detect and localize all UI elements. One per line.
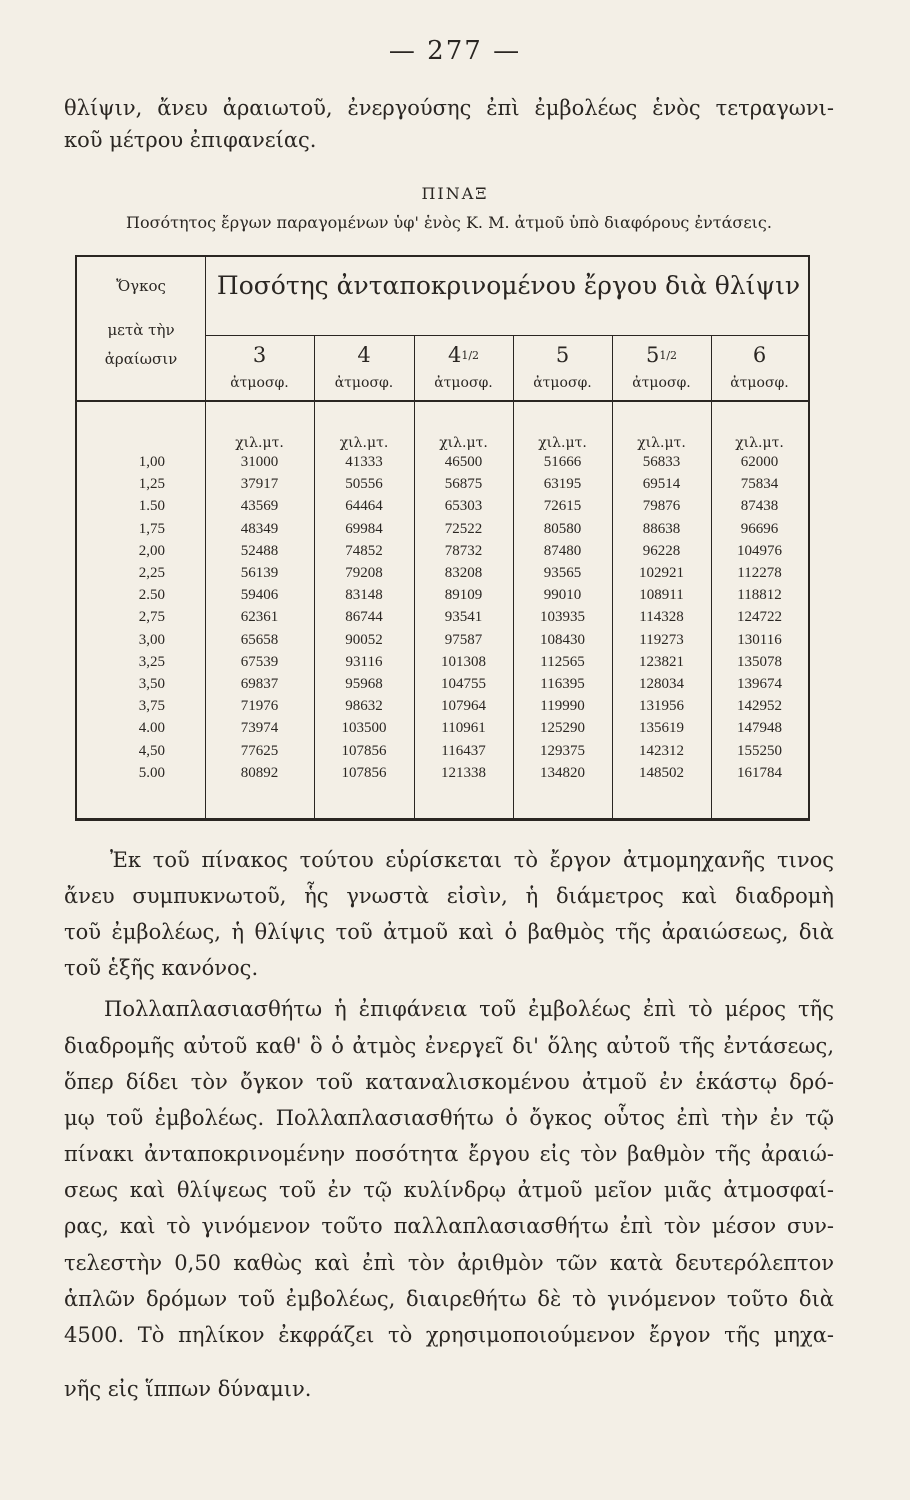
work-unit-label: χιλ.μτ. xyxy=(538,435,587,451)
body-line: νῆς εἰς ἵππων δύναμιν. xyxy=(64,1377,312,1401)
work-value-cell: 89109 xyxy=(444,587,483,604)
work-value-cell: 118812 xyxy=(737,587,782,604)
work-value-cell: 77625 xyxy=(240,742,279,759)
work-value-cell: 116437 xyxy=(441,742,486,759)
work-value-cell: 87480 xyxy=(543,542,582,559)
volume-cell: 3,25 xyxy=(138,653,165,670)
work-value-cell: 99010 xyxy=(543,587,582,604)
body-line: πίνακι ἀνταποκρινομένην ποσότητα ἔργου εἰς τὸν βαθμὸν τῆς ἀραιώ- xyxy=(64,1142,834,1166)
work-value-cell: 64464 xyxy=(345,498,383,515)
work-value-cell: 67539 xyxy=(240,653,279,670)
work-value-cell: 125290 xyxy=(540,720,585,737)
body-line: ἁπλῶν δρόμων τοῦ ἐμβολέως, διαιρεθήτω δὲ τὸ γινόμενον τοῦτο διὰ xyxy=(64,1287,834,1311)
body-line: ὅπερ δίδει τὸν ὄγκον τοῦ καταναλισκομένου ἀτμοῦ ἐν ἑκάστῳ δρό- xyxy=(64,1070,834,1094)
body-line: ἄνευ συμπυκνωτοῦ, ἧς γνωστὰ εἰσὶν, ἡ διάμετρος καὶ διαδρομὴ xyxy=(64,884,834,908)
body-line: τοῦ ἐμβολέως, ἡ θλίψις τοῦ ἀτμοῦ καὶ ὁ βαθμὸς τῆς ἀραιώσεως, διὰ xyxy=(64,920,834,944)
pressure-number: 3 xyxy=(252,343,267,367)
pressure-unit: ἀτμοσφ. xyxy=(730,375,789,391)
pressure-number: 5 xyxy=(555,343,570,367)
work-value-cell: 135619 xyxy=(639,720,684,737)
work-value-cell: 112278 xyxy=(737,565,782,581)
pressure-number: 4 xyxy=(447,343,462,367)
header-bottom-rule xyxy=(77,400,808,402)
work-value-cell: 142952 xyxy=(737,698,782,715)
work-value-cell: 56875 xyxy=(444,476,483,493)
work-value-cell: 37917 xyxy=(240,476,279,493)
work-value-cell: 96228 xyxy=(642,542,681,559)
work-value-cell: 98632 xyxy=(345,698,383,715)
pressure-value xyxy=(513,343,612,367)
work-value-cell: 80892 xyxy=(240,764,279,781)
work-value-cell: 65658 xyxy=(240,631,279,648)
volume-cell: 2.50 xyxy=(138,587,165,604)
pressure-value xyxy=(414,343,513,367)
work-value-cell: 104976 xyxy=(737,542,782,559)
intro-line-1: θλίψιν, ἄνευ ἀραιωτοῦ, ἐνεργούσης ἐπὶ ἐμβολέως ἑνὸς τετραγωνι- xyxy=(64,96,834,120)
work-value-cell: 93541 xyxy=(444,609,483,626)
work-value-cell: 142312 xyxy=(639,742,684,759)
work-value-cell: 101308 xyxy=(441,653,486,670)
pressure-number: 5 xyxy=(645,343,660,367)
work-value-cell: 43569 xyxy=(240,498,279,515)
intro-line-2: κοῦ μέτρου ἐπιφανείας. xyxy=(64,128,317,152)
work-value-cell: 78732 xyxy=(444,542,483,559)
body-line: σεως καὶ θλίψεως τοῦ ἐν τῷ κυλίνδρῳ ἀτμοῦ μεῖον μιᾶς ἀτμοσφαί- xyxy=(64,1178,834,1202)
work-value-cell: 62361 xyxy=(240,609,279,626)
work-value-cell: 119990 xyxy=(540,698,585,715)
body-line: Ἐκ τοῦ πίνακος τούτου εὑρίσκεται τὸ ἔργον ἀτμομηχανῆς τινος xyxy=(110,848,834,872)
work-value-cell: 65303 xyxy=(444,498,483,515)
work-value-cell: 97587 xyxy=(444,631,483,648)
span-header: Ποσότης ἀνταποκρινομένου ἔργου διὰ θλίψιν xyxy=(216,271,801,300)
work-unit-label: χιλ.μτ. xyxy=(637,435,686,451)
work-value-cell: 93116 xyxy=(345,653,383,670)
volume-cell: 1.50 xyxy=(138,498,165,515)
pressure-fraction: 1/2 xyxy=(461,349,480,362)
work-value-cell: 96696 xyxy=(740,520,779,537)
work-value-cell: 123821 xyxy=(639,653,684,670)
work-value-cell: 130116 xyxy=(737,631,782,648)
table-title: ΠΙΝΑΞ xyxy=(421,184,489,203)
work-value-cell: 88638 xyxy=(642,520,681,537)
work-value-cell: 79876 xyxy=(642,498,681,515)
pressure-value xyxy=(612,343,711,367)
work-value-cell: 102921 xyxy=(639,565,684,581)
work-value-cell: 41333 xyxy=(345,454,383,470)
work-value-cell: 93565 xyxy=(543,565,582,581)
pressure-unit: ἀτμοσφ. xyxy=(334,375,394,391)
work-value-cell: 79208 xyxy=(345,565,383,581)
work-value-cell: 56139 xyxy=(240,565,279,581)
work-table xyxy=(75,255,810,821)
page-number: — 277 — xyxy=(388,36,522,66)
work-unit-label: χιλ.μτ. xyxy=(235,435,284,451)
work-value-cell: 31000 xyxy=(240,454,279,470)
work-value-cell: 59406 xyxy=(240,587,279,604)
work-value-cell: 103935 xyxy=(540,609,585,626)
pressure-number: 6 xyxy=(752,343,767,367)
volume-cell: 4,50 xyxy=(138,742,165,759)
volume-cell: 3,00 xyxy=(138,631,165,648)
volume-cell: 3,50 xyxy=(138,676,165,692)
work-value-cell: 83208 xyxy=(444,565,483,581)
volume-cell: 2,75 xyxy=(138,609,165,626)
work-value-cell: 87438 xyxy=(740,498,779,515)
header-split-rule xyxy=(205,335,808,336)
pressure-value xyxy=(314,343,414,367)
work-value-cell: 83148 xyxy=(345,587,383,604)
volume-cell: 2,25 xyxy=(138,565,165,581)
work-value-cell: 46500 xyxy=(444,454,483,470)
work-unit-label: χιλ.μτ. xyxy=(439,435,488,451)
work-value-cell: 155250 xyxy=(737,742,782,759)
work-value-cell: 63195 xyxy=(543,476,582,493)
pressure-unit: ἀτμοσφ. xyxy=(632,375,691,391)
work-value-cell: 71976 xyxy=(240,698,279,715)
body-line: ρας, καὶ τὸ γινόμενον τοῦτο παλλαπλασιασθήτω ἐπὶ τὸν μέσον συν- xyxy=(64,1214,834,1238)
work-value-cell: 128034 xyxy=(639,676,684,692)
pressure-number: 4 xyxy=(357,343,371,367)
work-unit-label: χιλ.μτ. xyxy=(339,435,389,451)
pressure-unit: ἀτμοσφ. xyxy=(533,375,592,391)
work-value-cell: 86744 xyxy=(345,609,383,626)
pressure-value xyxy=(711,343,808,367)
work-value-cell: 131956 xyxy=(639,698,684,715)
work-value-cell: 129375 xyxy=(540,742,585,759)
pressure-unit: ἀτμοσφ. xyxy=(230,375,289,391)
work-value-cell: 52488 xyxy=(240,542,279,559)
work-value-cell: 104755 xyxy=(441,676,486,692)
work-value-cell: 148502 xyxy=(639,764,684,781)
work-value-cell: 69514 xyxy=(642,476,681,493)
work-value-cell: 121338 xyxy=(441,764,486,781)
work-value-cell: 95968 xyxy=(345,676,383,692)
work-value-cell: 107964 xyxy=(441,698,486,715)
work-value-cell: 103500 xyxy=(341,720,387,737)
work-value-cell: 139674 xyxy=(737,676,782,692)
volume-header-line-3: ἀραίωσιν xyxy=(104,350,178,368)
work-value-cell: 69984 xyxy=(345,520,383,537)
body-line: Πολλαπλασιασθήτω ἡ ἐπιφάνεια τοῦ ἐμβολέως ἐπὶ τὸ μέρος τῆς xyxy=(104,997,834,1021)
table-caption: Ποσότητος ἔργων παραγομένων ὑφ' ἑνὸς Κ. Μ. ἀτμοῦ ὑπὸ διαφόρους ἐντάσεις. xyxy=(126,213,772,232)
volume-cell: 1,25 xyxy=(138,476,165,493)
work-value-cell: 50556 xyxy=(345,476,383,493)
work-value-cell: 51666 xyxy=(543,454,582,470)
work-value-cell: 80580 xyxy=(543,520,582,537)
work-value-cell: 161784 xyxy=(737,764,782,781)
work-value-cell: 112565 xyxy=(540,653,585,670)
work-value-cell: 114328 xyxy=(639,609,684,626)
work-value-cell: 134820 xyxy=(540,764,585,781)
work-value-cell: 107856 xyxy=(341,764,387,781)
work-value-cell: 108911 xyxy=(639,587,684,604)
work-value-cell: 116395 xyxy=(540,676,585,692)
body-line: 4500. Τὸ πηλίκον ἐκφράζει τὸ χρησιμοποιούμενον ἔργον τῆς μηχα- xyxy=(64,1323,834,1347)
work-value-cell: 69837 xyxy=(240,676,279,692)
volume-cell: 2,00 xyxy=(138,542,165,559)
work-value-cell: 56833 xyxy=(642,454,681,470)
volume-cell: 5.00 xyxy=(138,764,165,781)
volume-header-line-2: μετὰ τὴν xyxy=(107,321,175,339)
work-value-cell: 135078 xyxy=(737,653,782,670)
volume-cell: 3,75 xyxy=(138,698,165,715)
body-line: τοῦ ἑξῆς κανόνος. xyxy=(64,956,259,980)
work-value-cell: 107856 xyxy=(341,742,387,759)
body-line: μῳ τοῦ ἐμβολέως. Πολλαπλασιασθήτω ὁ ὄγκος οὗτος ἐπὶ τὴν ἐν τῷ xyxy=(64,1106,834,1130)
work-value-cell: 108430 xyxy=(540,631,585,648)
work-value-cell: 124722 xyxy=(737,609,782,626)
work-value-cell: 72522 xyxy=(444,520,483,537)
work-value-cell: 73974 xyxy=(240,720,279,737)
work-value-cell: 110961 xyxy=(441,720,486,737)
pressure-unit: ἀτμοσφ. xyxy=(434,375,493,391)
body-line: τελεστὴν 0,50 καθὼς καὶ ἐπὶ τὸν ἀριθμὸν τῶν κατὰ δευτερόλεπτον xyxy=(64,1251,834,1275)
work-value-cell: 72615 xyxy=(543,498,582,515)
work-value-cell: 147948 xyxy=(737,720,782,737)
work-value-cell: 48349 xyxy=(240,520,279,537)
pressure-value xyxy=(205,343,314,367)
work-value-cell: 75834 xyxy=(740,476,779,493)
work-value-cell: 62000 xyxy=(740,454,779,470)
volume-header-line-1: Ὄγκος xyxy=(116,277,166,295)
work-unit-label: χιλ.μτ. xyxy=(735,435,784,451)
work-value-cell: 74852 xyxy=(345,542,383,559)
volume-cell: 4.00 xyxy=(138,720,165,737)
work-value-cell: 90052 xyxy=(345,631,383,648)
work-value-cell: 119273 xyxy=(639,631,684,648)
body-line: διαδρομῆς αὐτοῦ καθ' ὃ ὁ ἀτμὸς ἐνεργεῖ δι' ὅλης αὐτοῦ τῆς ἐντάσεως, xyxy=(64,1034,834,1058)
volume-cell: 1,00 xyxy=(138,454,165,470)
pressure-fraction: 1/2 xyxy=(659,349,678,362)
volume-cell: 1,75 xyxy=(138,520,165,537)
